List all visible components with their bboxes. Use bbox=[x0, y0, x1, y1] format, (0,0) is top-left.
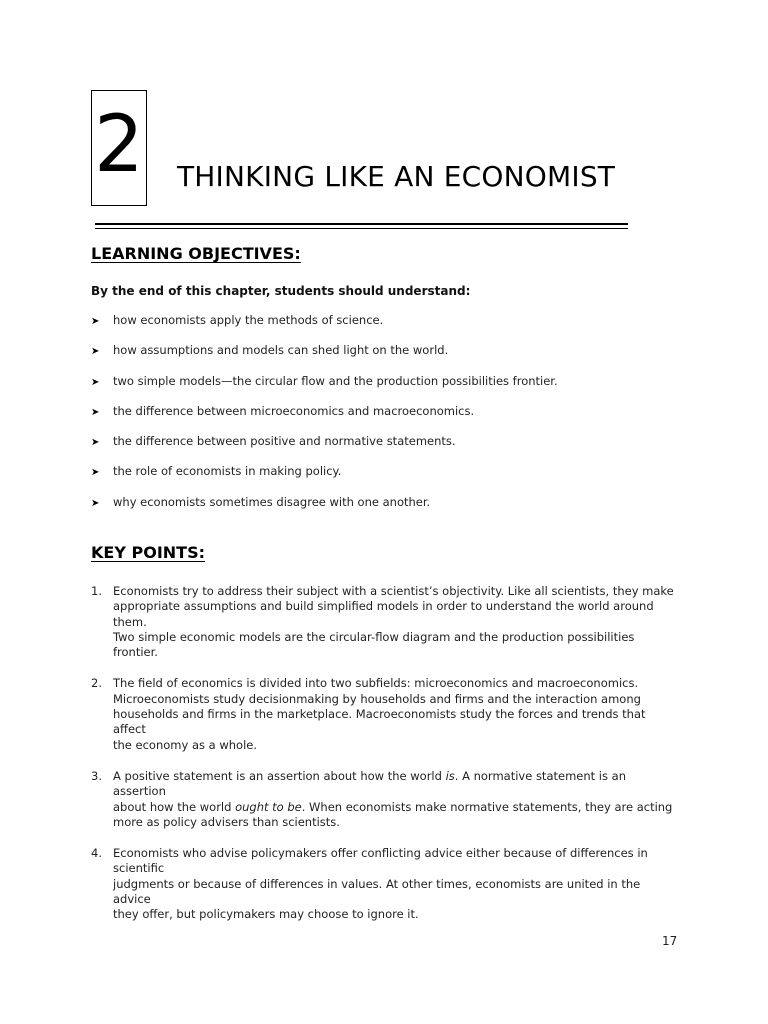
page-number: 17 bbox=[662, 934, 678, 948]
key-point-line: the economy as a whole. bbox=[113, 737, 258, 752]
arrow-bullet-icon: ➤ bbox=[91, 316, 100, 327]
objective-text: how economists apply the methods of science. bbox=[113, 313, 384, 327]
key-point-text-segment: A positive statement is an assertion about how the world bbox=[113, 768, 446, 783]
title-rule-thick bbox=[95, 223, 628, 225]
chapter-number-box bbox=[91, 90, 147, 206]
objective-text: the difference between microeconomics and macroeconomics. bbox=[113, 403, 475, 418]
key-point-number: 1. bbox=[91, 584, 102, 598]
chapter-number: 2 bbox=[94, 100, 144, 190]
learning-objectives-list bbox=[91, 313, 691, 525]
objective-text: how assumptions and models can shed light on the world. bbox=[113, 343, 449, 358]
key-point-line: The field of economics is divided into two subfields: microeconomics and macroeconomics. bbox=[113, 676, 639, 691]
key-point-line: judgments or because of differences in values. At other times, economists are united in the advice bbox=[113, 876, 641, 907]
objective-item bbox=[91, 495, 691, 525]
objective-item bbox=[91, 374, 691, 404]
objective-text: the difference between positive and normative statements. bbox=[113, 434, 456, 449]
key-point-emphasis: is bbox=[445, 768, 455, 783]
objective-text: the role of economists in making policy. bbox=[113, 464, 342, 479]
arrow-bullet-icon: ➤ bbox=[91, 497, 100, 509]
key-point-line: Economists who advise policymakers offer conflicting advice either because of differences in scientific bbox=[113, 846, 648, 876]
objective-item bbox=[91, 434, 691, 464]
key-point-emphasis: ought to be bbox=[235, 799, 302, 814]
arrow-bullet-icon: ➤ bbox=[91, 467, 100, 479]
key-point-text bbox=[113, 769, 681, 830]
key-point-line: appropriate assumptions and build simplified models in order to understand the world around them. bbox=[113, 599, 654, 629]
key-point-text bbox=[113, 584, 681, 660]
key-points-list bbox=[91, 584, 681, 939]
key-point-item bbox=[91, 769, 681, 830]
key-point-text-segment: about how the world bbox=[113, 799, 236, 814]
objective-item bbox=[91, 343, 691, 373]
chapter-title: THINKING LIKE AN ECONOMIST bbox=[177, 160, 616, 193]
arrow-bullet-icon: ➤ bbox=[91, 376, 100, 388]
title-rule-thin bbox=[95, 228, 628, 229]
key-point-line: more as policy advisers than scientists. bbox=[113, 814, 340, 829]
learning-objectives-intro: By the end of this chapter, students should understand: bbox=[91, 284, 471, 298]
objective-text: two simple models—the circular flow and the production possibilities frontier. bbox=[113, 373, 558, 388]
key-point-line: they offer, but policymakers may choose to ignore it. bbox=[113, 907, 419, 922]
key-point-text-segment: . When economists make normative statements, they are acting bbox=[301, 799, 673, 814]
key-points-heading: KEY POINTS: bbox=[91, 543, 205, 562]
learning-objectives-heading: LEARNING OBJECTIVES: bbox=[91, 244, 301, 263]
key-point-number: 3. bbox=[91, 768, 102, 783]
key-point-line: households and firms in the marketplace. Macroeconomists study the forces and trends that affect bbox=[113, 707, 646, 737]
objective-item bbox=[91, 404, 691, 434]
arrow-bullet-icon: ➤ bbox=[91, 437, 100, 449]
key-point-item bbox=[91, 584, 681, 660]
key-point-number: 2. bbox=[91, 676, 102, 691]
key-point-text-segment: . A normative statement is an assertion bbox=[113, 768, 626, 799]
key-point-number: 4. bbox=[91, 846, 102, 861]
key-point-item bbox=[91, 846, 681, 922]
key-point-line: Two simple economic models are the circular-flow diagram and the production possibilities frontier. bbox=[113, 629, 635, 660]
key-point-text bbox=[113, 676, 681, 752]
objective-item bbox=[91, 464, 691, 494]
objective-text: why economists sometimes disagree with one another. bbox=[113, 494, 431, 509]
key-point-line: Economists try to address their subject with a scientist’s objectivity. Like all scientists, they make bbox=[113, 584, 674, 598]
key-point-item bbox=[91, 676, 681, 752]
arrow-bullet-icon: ➤ bbox=[91, 406, 100, 418]
arrow-bullet-icon: ➤ bbox=[91, 346, 100, 358]
objective-item bbox=[91, 313, 691, 343]
key-point-line: Microeconomists study decisionmaking by households and firms and the interaction among bbox=[113, 691, 641, 706]
key-point-text bbox=[113, 846, 681, 922]
